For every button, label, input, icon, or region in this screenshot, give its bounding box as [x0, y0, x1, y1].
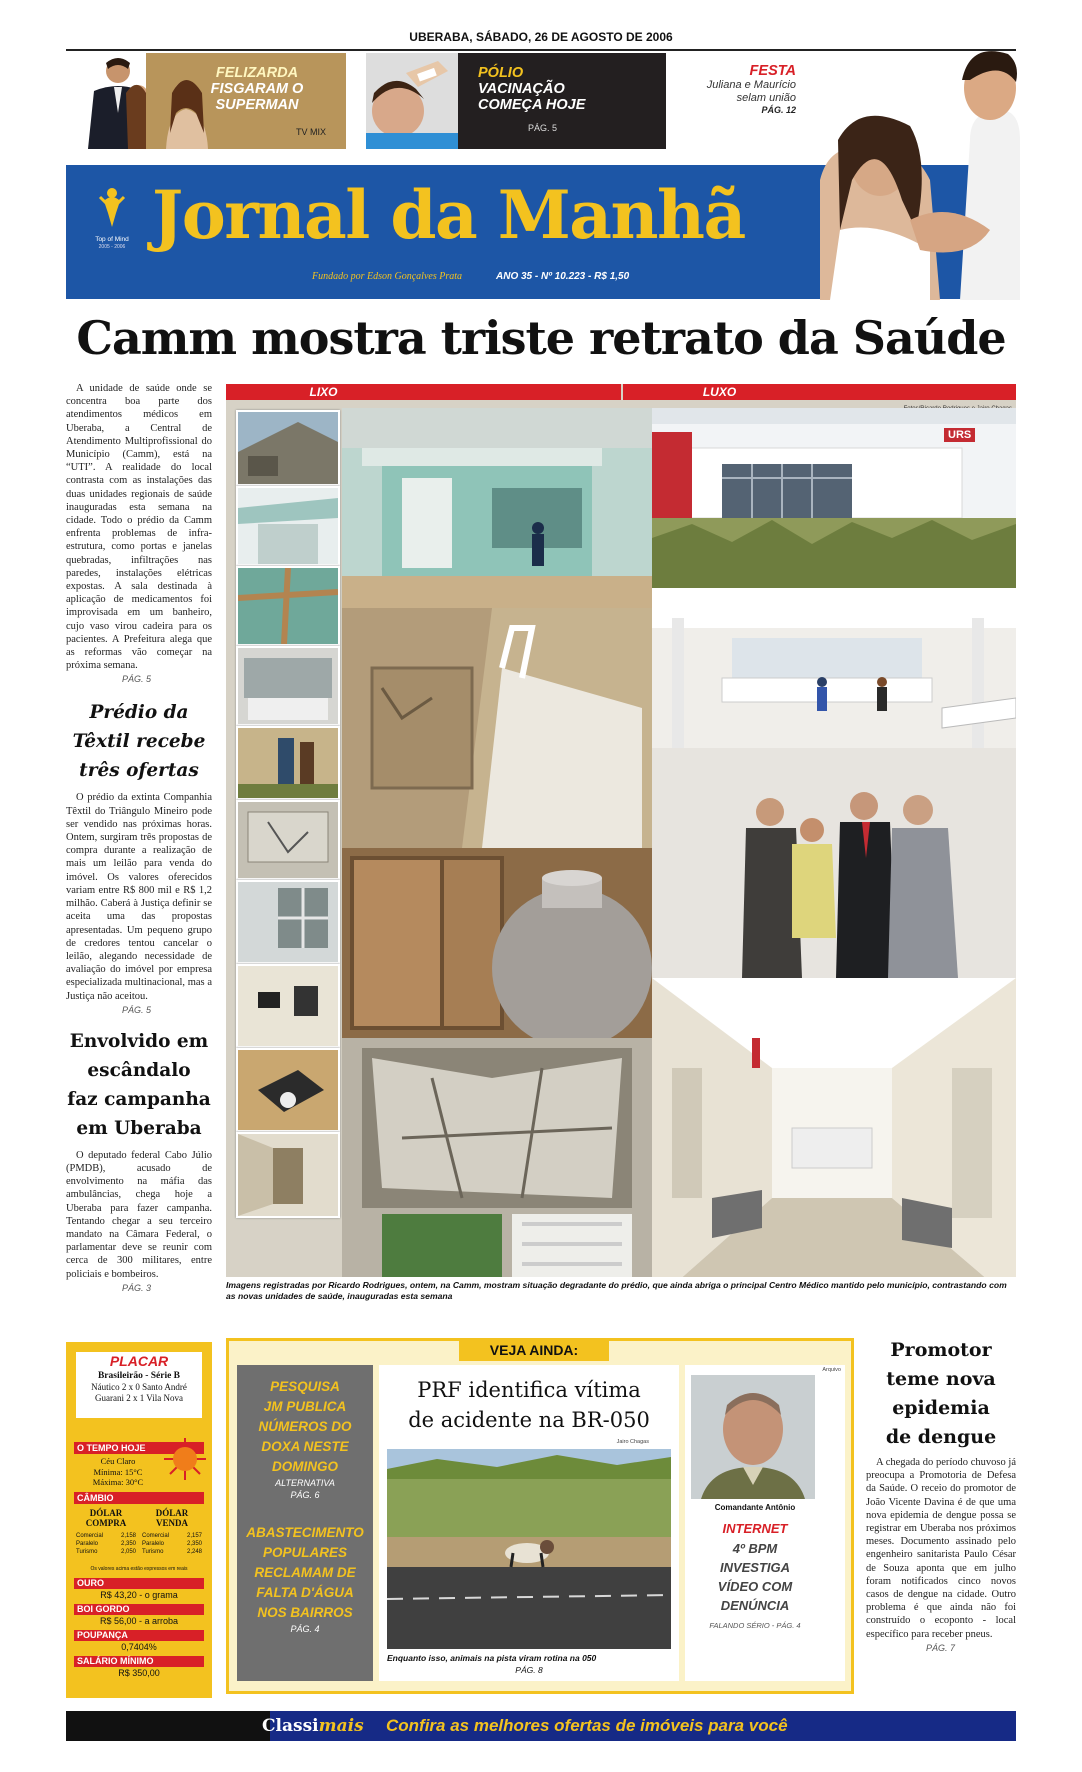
veja-left1-line3: NÚMEROS DO: [258, 1419, 352, 1434]
teaser-3-page: PÁG. 12: [761, 105, 796, 115]
compra-value-2: 2,350: [120, 1541, 136, 1547]
ouro-value: R$ 43,20 - o grama: [100, 1590, 178, 1600]
teaser-2-kicker: PÓLIO: [478, 65, 524, 81]
teaser-2-title-line1: VACINAÇÃO: [478, 81, 565, 97]
veja-left2[interactable]: [237, 1523, 373, 1623]
venda-label-1: Comercial: [142, 1533, 170, 1539]
veja-right-page: FALANDO SÉRIO - PÁG. 4: [709, 1621, 801, 1630]
urs-sign: URS: [944, 428, 975, 442]
story3-title-line1: Envolvido em: [69, 1030, 209, 1052]
veja-right-line2: INVESTIGA: [719, 1560, 791, 1575]
lixo-label: LIXO: [226, 384, 621, 400]
veja-left1-section: ALTERNATIVA: [275, 1478, 335, 1488]
photo-new-reception: [652, 588, 1016, 748]
placar-box: [66, 1342, 212, 1698]
promotor-story: [866, 1336, 1016, 1653]
placar-result-1: Náutico 2 x 0 Santo André: [91, 1382, 187, 1392]
promotor-headline: [866, 1336, 1016, 1452]
thumb-people: [236, 726, 340, 800]
venda-value-3: 2,248: [186, 1549, 202, 1555]
weather-min: Mínima: 15°C: [93, 1466, 143, 1477]
compra-label-2: Paralelo: [76, 1541, 99, 1547]
cambio-note: Os valores acima estão expressos em reais: [90, 1566, 188, 1572]
classimais-logo-part1: Classi: [262, 1716, 319, 1736]
teaser-2-page: PÁG. 5: [528, 123, 558, 133]
poupanca-value: 0,7404%: [121, 1642, 157, 1652]
placar-title: PLACAR: [109, 1353, 169, 1369]
classimais-logo: [262, 1714, 364, 1738]
compra-label-3: Turismo: [76, 1549, 98, 1555]
veja-right-line1: 4º BPM: [732, 1541, 778, 1556]
veja-left2-line4: FALTA D'ÁGUA: [256, 1585, 354, 1600]
veja-left-panel: [237, 1365, 373, 1681]
veja-right-kicker: INTERNET: [722, 1521, 788, 1536]
couple-photo: [820, 30, 1020, 300]
photo-camm-entrance: [342, 408, 652, 608]
teaser-felizarda[interactable]: [146, 53, 346, 149]
teaser-polio[interactable]: [458, 53, 666, 149]
teaser-3-kicker: FESTA: [749, 63, 796, 79]
compra-value-1: 2,158: [120, 1533, 136, 1539]
promotor-title-line4: de dengue: [885, 1426, 997, 1448]
classimais-bar[interactable]: [66, 1711, 1016, 1741]
thumb-roof: [236, 410, 340, 486]
teaser-1-title-line1: FISGARAM O: [210, 81, 304, 97]
classimais-logo-part2: mais: [318, 1716, 364, 1736]
dateline: UBERABA, SÁBADO, 26 DE AGOSTO DE 2006: [409, 30, 673, 44]
salario-label: SALÁRIO MÍNIMO: [74, 1656, 204, 1667]
highway-photo: [387, 1449, 671, 1649]
placar-result-2: Guarani 2 x 1 Vila Nova: [94, 1393, 184, 1403]
dolar-venda-title: DÓLAR VENDA: [155, 1508, 189, 1528]
veja-center-page: PÁG. 8: [515, 1665, 543, 1675]
teaser-2-title-line2: COMEÇA HOJE: [478, 97, 586, 113]
photo-urs-building: [652, 408, 1016, 588]
teaser-3-line2: selam união: [736, 92, 796, 104]
veja-right-line4: DENÚNCIA: [720, 1598, 790, 1613]
veja-center-title: [379, 1375, 679, 1435]
veja-center-credit: Jairo Chagas: [616, 1439, 649, 1445]
teaser-polio-photo: [366, 53, 458, 149]
award-line2: 2005 - 2006: [98, 244, 126, 250]
veja-left1-line2: JM PUBLICA: [263, 1399, 347, 1414]
trophy-icon: [98, 187, 126, 231]
main-headline: Camm mostra triste retrato da Saúde: [76, 311, 1006, 365]
cambio-title: CÂMBIO: [74, 1492, 204, 1504]
veja-left1-line4: DOXA NESTE: [261, 1439, 349, 1454]
ouro-label: OURO: [74, 1578, 204, 1589]
thumb-switch: [236, 1048, 340, 1132]
veja-left2-page: PÁG. 4: [290, 1624, 320, 1634]
story3-title-line4: em Uberaba: [76, 1117, 202, 1139]
veja-center-panel[interactable]: [379, 1365, 679, 1681]
veja-center-caption: Enquanto isso, animais na pista viram rotina na 050: [387, 1653, 597, 1663]
venda-value-2: 2,350: [186, 1541, 202, 1547]
story3-title-line2: escândalo: [87, 1059, 191, 1081]
classimais-slogan: Confira as melhores ofertas de imóveis para você: [386, 1716, 788, 1735]
dolar-venda: [142, 1508, 202, 1556]
veja-left1-line1: PESQUISA: [270, 1379, 340, 1394]
thumb-window: [236, 880, 340, 964]
story2-title-line1: Prédio da: [89, 702, 189, 724]
commander-photo: [691, 1375, 815, 1499]
edition-line: ANO 35 - Nº 10.223 - R$ 1,50: [496, 271, 630, 282]
veja-left2-line1: ABASTECIMENTO: [246, 1525, 364, 1540]
weather-max: Máxima: 30°C: [92, 1477, 144, 1487]
thumb-crack: [236, 566, 340, 646]
teaser-couple-photo: [66, 53, 146, 149]
dolar-compra: [76, 1508, 136, 1556]
veja-center-title-line2: de acidente na BR-050: [408, 1408, 650, 1432]
teaser-1-title-line2: SUPERMAN: [215, 97, 299, 113]
founder-line: Fundado por Edson Gonçalves Prata: [312, 271, 462, 282]
photo-broken-room: [342, 608, 652, 848]
promotor-title-line1: Promotor: [890, 1339, 992, 1361]
promotor-title-line2: teme nova: [886, 1368, 996, 1390]
story2-headline: [66, 698, 212, 785]
veja-left1[interactable]: [237, 1377, 373, 1477]
veja-ainda-title: VEJA AINDA:: [459, 1339, 609, 1361]
photo-officials: [652, 748, 1016, 978]
veja-right-panel[interactable]: [685, 1365, 845, 1681]
photo-new-corridor: [652, 978, 1016, 1304]
venda-value-1: 2,157: [186, 1533, 202, 1539]
promotor-text: A chegada do período chuvoso já preocupa a Promotoria de Defesa da Saúde. O receio do promotor de João Vicente Davina é de que uma nova epidemia de dengue possa se registrar em Uberaba nos próximos meses. Documento assinado pelo engenheiro sanitarista Paulo César de Souza aponta que em julho foram notificados cinco novos casos de dengue na cidade. Outro problema é que ainda não foi construído o ecoponto - local específico para receber pneus.: [866, 1457, 1016, 1640]
venda-label-2: Paralelo: [142, 1541, 165, 1547]
story2-title-line2: Têxtil recebe: [72, 731, 206, 753]
boi-label: BOI GORDO: [74, 1604, 204, 1615]
veja-left1-line5: DOMINGO: [272, 1459, 338, 1474]
teaser-festa[interactable]: [676, 53, 796, 149]
story3-headline: [66, 1027, 212, 1143]
story3-text: O deputado federal Cabo Júlio (PMDB), acusado de envolvimento na máfia das ambulâncias, chega hoje a Uberaba para fazer campanha. Tentando chegar a seu terceiro mandato na Câmara Federal, o parlamentar deve se reunir com cerca de 300 militares, entre policiais e bombeiros.: [66, 1149, 212, 1280]
dolar-compra-title: DÓLAR COMPRA: [85, 1508, 127, 1528]
thumb-canopy: [236, 486, 340, 566]
weather-title: O TEMPO HOJE: [74, 1442, 204, 1454]
photo-broken-window: [342, 1038, 652, 1304]
sun-icon: [162, 1436, 208, 1482]
teaser-1-kicker: FELIZARDA: [215, 65, 299, 81]
top-of-mind-award: [94, 187, 130, 251]
lead-story-text: A unidade de saúde onde se concentra boa parte dos atendimentos médicos em Uberaba, a Central de Atendimento Multiprofissional do Município (Camm), está na “UTI”. A realidade do local contrasta com as instalações das duas unidades regionais de saúde inauguradas esta semana na cidade. Todo o prédio da Camm enfrenta problemas de infra-estrutura, como portas e janelas quebradas, infiltrações nas paredes, instalações elétricas expostas. A sala destinada à aplicação de medicamentos foi improvisada em um banheiro, cujo vaso virou cadeira para os pacientes. A Prefeitura alega que as reformas vão começar na próxima semana.: [66, 383, 212, 672]
photo-gas-cylinder: [342, 848, 652, 1038]
story2-page: PÁG. 5: [122, 1004, 152, 1015]
photo-collage: [226, 384, 1016, 1304]
venda-label-3: Turismo: [142, 1549, 164, 1555]
award-line1: Top of Mind: [95, 236, 129, 243]
veja-left1-page: PÁG. 6: [290, 1490, 320, 1500]
veja-right-line3: VÍDEO COM: [717, 1579, 793, 1594]
photo-caption: Imagens registradas por Ricardo Rodrigues, ontem, na Camm, mostram situação degradante do prédio, que ainda abriga o principal Centro Médico mantido pelo município, contrastando com as novas unidades de saúde, inauguradas esta semana: [226, 1277, 1016, 1304]
veja-left2-line3: RECLAMAM DE: [254, 1565, 356, 1580]
poupanca-label: POUPANÇA: [74, 1630, 204, 1641]
veja-left2-line5: NOS BAIRROS: [257, 1605, 353, 1620]
teaser-1-page: TV MIX: [296, 127, 327, 137]
lead-story-page: PÁG. 5: [122, 674, 152, 685]
placar-results: [76, 1352, 202, 1418]
left-column: [66, 382, 212, 1293]
veja-right-caption: Comandante Antônio: [714, 1503, 796, 1512]
salario-value: R$ 350,00: [118, 1668, 160, 1678]
boi-value: R$ 56,00 - a arroba: [99, 1616, 179, 1626]
veja-right-credit: Arquivo: [822, 1367, 841, 1373]
veja-center-title-line1: PRF identifica vítima: [417, 1378, 641, 1402]
thumb-storage: [236, 646, 340, 726]
veja-left2-line2: POPULARES: [262, 1545, 347, 1560]
veja-ainda-box: [226, 1338, 854, 1694]
weather-condition: Céu Claro: [100, 1456, 136, 1466]
teaser-3-line1: Juliana e Maurício: [706, 79, 796, 91]
promotor-page: PÁG. 7: [926, 1642, 956, 1653]
masthead-title: Jornal da Manhã: [152, 176, 745, 254]
promotor-title-line3: epidemia: [892, 1397, 990, 1419]
story2-title-line3: três ofertas: [79, 760, 199, 782]
story3-page: PÁG. 3: [122, 1282, 152, 1293]
compra-label-1: Comercial: [76, 1533, 104, 1539]
veja-right-headline: [685, 1539, 825, 1615]
thumb-hallway: [236, 1132, 340, 1218]
placar-sub: Brasileirão - Série B: [97, 1371, 181, 1381]
thumb-outlet: [236, 964, 340, 1048]
story2-text: O prédio da extinta Companhia Têxtil do Triângulo Mineiro pode ser vendido nas próximas horas. Ontem, surgiram três propostas de compra durante a realização de mais um leilão para venda do imóvel. Os valores oferecidos variam entre R$ 800 mil e R$ 1,2 milhão. Caberá à Justiça definir se aceita uma das propostas apresentadas. Um pequeno grupo de credores tentou cancelar o leilão, alegando necessidade de avaliação do imóvel por empresa especializada multinacional, mas a Justiça não aceitou.: [66, 792, 212, 1002]
story3-title-line3: faz campanha: [67, 1088, 211, 1110]
luxo-label: LUXO: [623, 384, 1016, 400]
lixo-luxo-bar: [226, 384, 1016, 402]
thumb-wall: [236, 800, 340, 880]
compra-value-3: 2,050: [120, 1549, 136, 1555]
